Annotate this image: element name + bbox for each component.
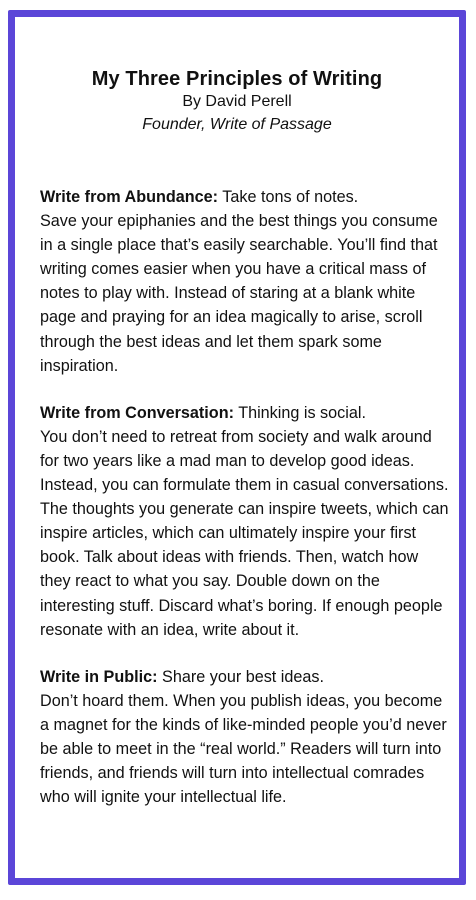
principles-list [40,185,449,832]
principle-heading: Write from Conversation: [40,403,234,422]
principle-lead: Take tons of notes. [218,188,359,206]
principle-body: Save your epiphanies and the best things you consume in a single place that’s easily searchable. You’ll find that writing comes easier when you have a critical mass of notes to play with. Instead of staring at a blank white page and praying for an idea magically to arise, scroll through the best ideas and let them spark some inspiration. [40,212,438,375]
author-byline: By David Perell [182,93,292,110]
author-role: Founder, Write of Passage [142,116,332,133]
principle-heading: Write in Public: [40,667,158,686]
principle-conversation [40,401,449,642]
principle-body: Don’t hoard them. When you publish ideas, you become a magnet for the kinds of like-minded people you’d never be able to meet in the “real world.” Readers will turn into friends, and friends will turn into intellectual comrades who will ignite your intellectual life. [40,691,447,807]
card-frame [8,10,466,885]
page-title: My Three Principles of Writing [91,68,383,90]
principle-public [40,665,449,810]
header [15,67,459,137]
principle-lead: Thinking is social. [233,403,366,422]
principle-heading: Write from Abundance: [40,188,219,206]
principle-body: You don’t need to retreat from society and walk around for two years like a mad man to develop good ideas. Instead, you can formulate them in casual conversations. The thoughts you generate can inspire tweets, which can inspire articles, which can ultimately inspire your first book. Talk about ideas with friends. Then, watch how they react to what you say. Double down on the interesting stuff. Discard what’s boring. If enough people resonate with an idea, write about it. [40,427,449,639]
principle-lead: Share your best ideas. [157,667,324,686]
principle-abundance [40,185,449,378]
